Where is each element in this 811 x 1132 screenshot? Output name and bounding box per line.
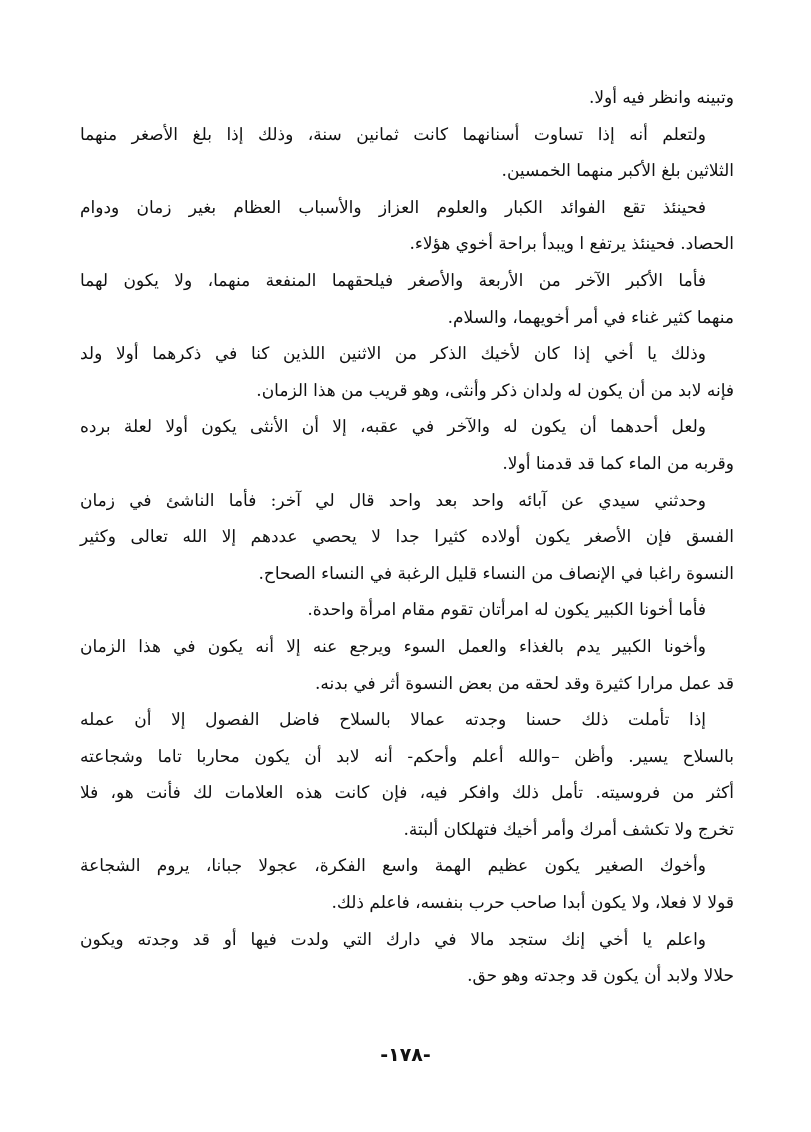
paragraph <box>80 263 734 336</box>
text-line: النسوة راغبا في الإنصاف من النساء قليل الرغبة في النساء الصحاح. <box>258 563 734 584</box>
paragraph <box>80 592 734 629</box>
paragraph <box>80 702 734 848</box>
text-line: قد عمل مرارا كثيرة وقد لحقه من بعض النسوة أثر في بدنه. <box>315 673 734 694</box>
paragraph <box>80 80 734 117</box>
text-line: حلالا ولابد أن يكون قد وجدته وهو حق. <box>467 966 734 987</box>
text-line: وتبينه وانظر فيه أولا. <box>588 88 734 108</box>
page-body-text <box>80 80 734 995</box>
text-line: وأخوك الصغير يكون عظيم الهمة واسع الفكرة، عجولا جبانا، يروم الشجاعة <box>80 856 706 877</box>
text-line: وذلك يا أخي إذا كان لأخيك الذكر من الاثنين اللذين كنا في ذكرهما أولا ولد <box>80 344 706 365</box>
paragraph <box>80 409 734 482</box>
text-line: ولعل أحدهما أن يكون له والآخر في عقبه، إلا أن الأنثى يكون أولا لعلة برده <box>80 417 706 438</box>
text-line: وقربه من الماء كما قد قدمنا أولا. <box>502 453 734 474</box>
text-line: الحصاد. فحينئذ يرتفع ا ويبدأ براحة أخوي هؤلاء. <box>409 234 734 255</box>
page-number: -١٧٨- <box>380 1044 431 1066</box>
paragraph <box>80 483 734 593</box>
text-line: وحدثني سيدي عن آبائه واحد بعد واحد قال لي آخر: فأما الناشئ في زمان <box>80 490 706 511</box>
paragraph <box>80 922 734 995</box>
text-line: الفسق فإن الأصغر يكون أولاده كثيرا جدا لا يحصي عددهم إلا الله تعالى وكثير <box>80 527 734 548</box>
text-line: بالسلاح يسير. وأظن –والله أعلم وأحكم- أنه لابد أن يكون محاربا تاما وشجاعته <box>80 746 734 767</box>
text-line: قولا لا فعلا، ولا يكون أبدا صاحب حرب بنفسه، فاعلم ذلك. <box>331 893 734 914</box>
paragraph <box>80 336 734 409</box>
text-line: منهما كثير غناء في أمر أخويهما، والسلام. <box>447 307 734 328</box>
text-line: ولتعلم أنه إذا تساوت أسنانهما كانت ثمانين سنة، وذلك إذا بلغ الأصغر منهما <box>80 124 706 145</box>
text-line: فأما الأكبر الآخر من الأربعة والأصغر فيلحقهما المنفعة منهما، ولا يكون لهما <box>80 270 706 291</box>
text-line: فحينئذ تقع الفوائد الكبار والعلوم العزاز والأسباب العظام بغير زمان ودوام <box>80 197 706 218</box>
paragraph <box>80 190 734 263</box>
text-line: واعلم يا أخي إنك ستجد مالا في دارك التي ولدت فيها أو قد وجدته ويكون <box>80 929 706 950</box>
text-line: إذا تأملت ذلك حسنا وجدته عمالا بالسلاح فاضل الفصول إلا أن عمله <box>80 710 706 731</box>
text-line: فإنه لابد من أن يكون له ولدان ذكر وأنثى، وهو قريب من هذا الزمان. <box>256 380 734 401</box>
text-line: الثلاثين بلغ الأكبر منهما الخمسين. <box>501 161 734 182</box>
text-line: أكثر من فروسيته. تأمل ذلك وافكر فيه، فإن كانت هذه العلامات لك فأنت هو، فلا <box>80 783 734 804</box>
paragraph <box>80 629 734 702</box>
text-line: فأما أخونا الكبير يكون له امرأتان تقوم مقام امرأة واحدة. <box>307 600 706 621</box>
paragraph <box>80 117 734 190</box>
text-line: وأخونا الكبير يدم بالغذاء والعمل السوء ويرجع عنه إلا أنه يكون في هذا الزمان <box>80 636 706 657</box>
text-line: تخرج ولا تكشف أمرك وأمر أخيك فتهلكان ألبتة. <box>403 819 734 840</box>
paragraph <box>80 848 734 921</box>
